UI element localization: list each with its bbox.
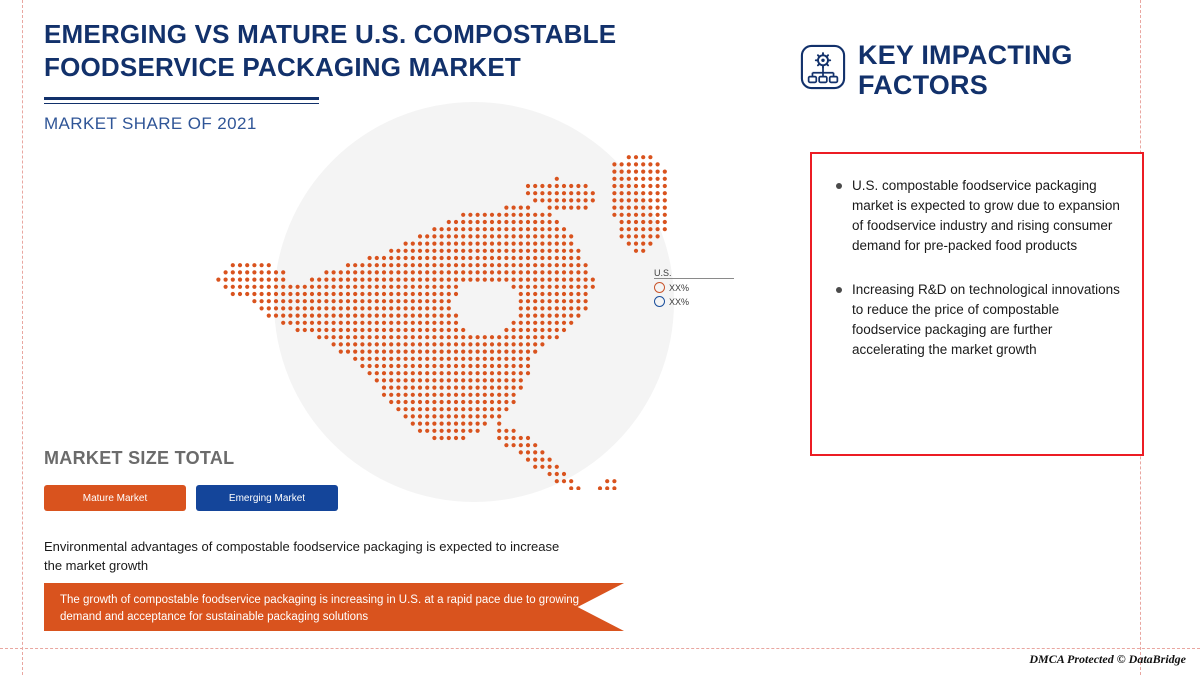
callout-region-label: U.S. [654, 268, 672, 278]
highlight-banner [44, 583, 624, 631]
key-factors-box [810, 152, 1144, 456]
key-factors-list [836, 176, 1128, 384]
left-panel [44, 18, 744, 638]
legend [44, 485, 338, 511]
callout-mature-row [654, 282, 689, 293]
key-factors-title: KEY IMPACTING FACTORS [858, 40, 1073, 101]
north-america-dot-map [194, 90, 694, 490]
market-note-text: Environmental advantages of compostable foodservice packaging is expected to increase the market growth [44, 539, 560, 573]
list-item [836, 280, 1128, 360]
settings-network-icon [800, 44, 846, 90]
page-title: EMERGING VS MATURE U.S. COMPOSTABLE FOODSERVICE PACKAGING MARKET [44, 19, 617, 83]
map-visualization [194, 90, 694, 490]
decorative-dashed-line-left [22, 0, 23, 675]
legend-item-mature[interactable]: Mature Market [44, 485, 186, 511]
footer-copyright: DMCA Protected © DataBridge [1029, 652, 1186, 666]
mature-swatch-icon [654, 282, 665, 293]
list-item [836, 176, 1128, 256]
legend-item-emerging[interactable]: Emerging Market [196, 485, 338, 511]
key-factor-text: Increasing R&D on technological innovations to reduce the price of compostable foodservice packaging are further accelerating the market growth [852, 281, 1120, 357]
decorative-dashed-line-bottom [0, 648, 1200, 649]
bullet-icon [836, 287, 842, 293]
right-panel [800, 40, 1160, 357]
callout-leader-line [654, 278, 734, 279]
banner-text: The growth of compostable foodservice packaging is increasing in U.S. at a rapid pace due to growing demand and acceptance for sustainable packaging solutions [60, 594, 580, 623]
bullet-icon [836, 183, 842, 189]
callout-mature-value: XX% [669, 282, 690, 293]
callout-emerging-value: XX% [669, 296, 690, 307]
callout-emerging-row [654, 296, 689, 307]
emerging-swatch-icon [654, 296, 665, 307]
page-subtitle: MARKET SHARE OF 2021 [44, 113, 257, 133]
key-factors-header [800, 40, 1160, 100]
key-factor-text: U.S. compostable foodservice packaging market is expected to grow due to expansion of foodservice industry and rising consumer demand for pre-packed food products [852, 178, 1120, 253]
market-size-total-label: MARKET SIZE TOTAL [44, 448, 235, 468]
